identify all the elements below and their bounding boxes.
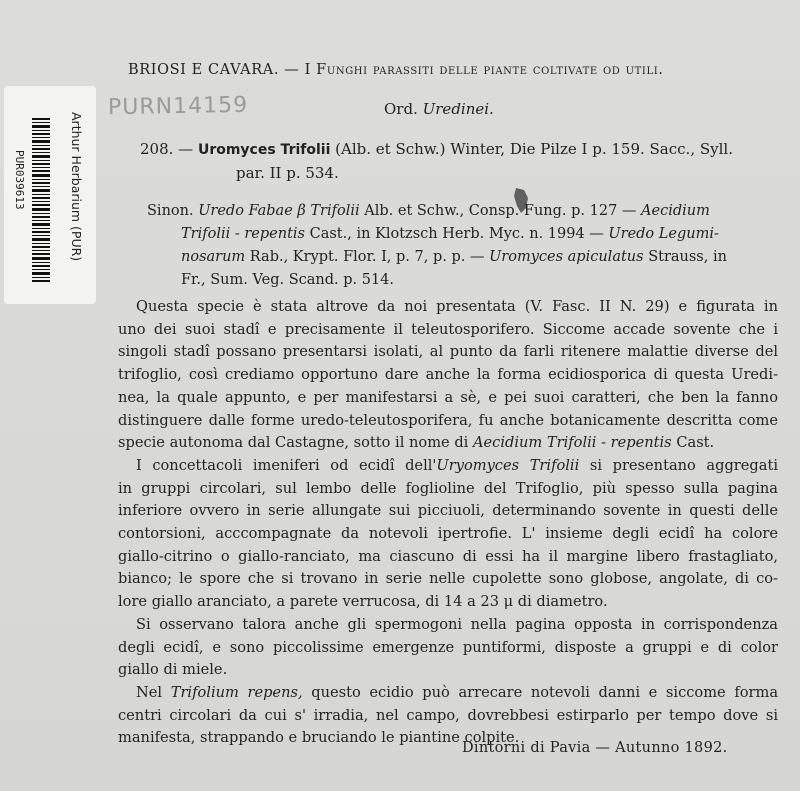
body-line: giallo-citrino o giallo-ranciato, ma ciascuno di essi ha il margine libero frastagliato, xyxy=(118,547,778,565)
order-name: Uredinei. xyxy=(422,100,494,118)
body-line: Si osservano talora anche gli spermogoni nella pagina opposta in corrispondenza xyxy=(136,615,778,633)
header-title: Funghi parassiti delle piante coltivate od utili. xyxy=(316,62,664,78)
body-italic-name: Uryomyces Trifolii xyxy=(436,456,580,474)
synonym-3: nosarum xyxy=(181,249,246,265)
body-line: bianco; le spore che si trovano in serie nelle cupolette sono globose, angolate, di co- xyxy=(118,570,778,588)
entry-number: 208. — xyxy=(140,140,194,158)
body-line xyxy=(118,432,778,455)
synonym-4: Uromyces apiculatus xyxy=(489,249,644,265)
synonym-1: Uredo Fabae β Trifolii xyxy=(198,203,360,219)
synonyms-prefix: Sinon. xyxy=(147,203,194,219)
body-text-fragment: Nel xyxy=(136,683,163,701)
body-text-fragment: specie autonoma dal Castagne, sotto il nome di xyxy=(118,434,469,452)
body-italic-name: Aecidium Trifolii - repentis xyxy=(472,434,672,452)
synonym-2-citation: Cast., in Klotzsch Herb. Myc. n. 1994 — xyxy=(309,226,604,242)
herbarium-name: Arthur Herbarium (PUR) xyxy=(69,112,84,262)
synonym-2: Trifolii - repentis xyxy=(181,226,305,242)
body-line: Questa specie è stata altrove da noi presentata (V. Fasc. II N. 29) e figurata in xyxy=(136,298,778,315)
body-line: distinguere dalle forme uredo-teleutosporifera, fu anche botanicamente descritta come xyxy=(118,411,778,429)
synonym-2-start: Aecidium xyxy=(641,203,710,219)
body-line: degli ecidî, e sono piccolissime emergenze puntiformi, disposte a gruppi e di color xyxy=(118,638,778,656)
synonym-4-citation-end: Fr., Sum. Veg. Scand. p. 514. xyxy=(181,272,395,288)
header-dash: — xyxy=(284,62,300,78)
body-line: uno dei suoi stadî e precisamente il teleutosporifero. Siccome accade sovente che i xyxy=(118,320,778,338)
barcode-label xyxy=(4,86,96,304)
locality-date: Dintorni di Pavia — Autunno 1892. xyxy=(462,740,728,756)
body-line xyxy=(118,682,778,705)
body-line xyxy=(118,455,778,478)
body-line: singoli stadî possano presentarsi isolati, al punto da farli ritenere malattie diverse del xyxy=(118,343,778,361)
species-entry xyxy=(140,138,780,185)
description-body xyxy=(118,296,778,750)
body-text-fragment: Cast. xyxy=(676,434,715,452)
species-authority: (Alb. et Schw.) Winter, Die Pilze I p. 159. Sacc., Syll. xyxy=(335,140,733,158)
header-title-first: I xyxy=(304,62,311,78)
body-line: manifesta, strappando e bruciando le piantine colpite. xyxy=(118,729,520,747)
header-authors: BRIOSI E CAVARA. xyxy=(128,62,280,78)
order-prefix: Ord. xyxy=(384,100,418,118)
body-line: centri circolari da cui s' irradia, nel campo, dovrebbesi estirparlo per tempo dove si xyxy=(118,706,778,724)
body-line: nea, la quale appunto, e per manifestarsi a sè, e pei suoi caratteri, che ben la fanno xyxy=(118,388,778,406)
synonym-4-citation: Strauss, in xyxy=(648,249,727,265)
synonym-1-citation: Alb. et Schw., Consp. Fung. p. 127 — xyxy=(364,203,637,219)
page-header xyxy=(128,62,768,78)
synonym-3-start: Uredo Legumi- xyxy=(608,226,719,242)
synonym-3-citation: Rab., Krypt. Flor. I, p. 7, p. p. — xyxy=(249,249,485,265)
barcode-graphic xyxy=(32,116,50,286)
body-italic-name: Trifolium repens, xyxy=(170,683,303,701)
body-line: trifoglio, così crediamo opportuno dare anche la forma ecidiosporica di questa Uredi- xyxy=(118,366,778,384)
body-line: inferiore ovvero in serie allungate sui picciuoli, determinando sovente in questi delle xyxy=(118,502,778,520)
order-heading xyxy=(384,100,494,118)
body-text-fragment: si presentano aggregati xyxy=(589,456,778,474)
body-text-fragment: questo ecidio può arrecare notevoli danni e siccome forma xyxy=(311,683,779,701)
body-line: lore giallo aranciato, a parete verrucosa, di 14 a 23 μ di diametro. xyxy=(118,593,608,611)
species-citation: par. II p. 534. xyxy=(236,164,339,182)
specimen-code: PUR039613 xyxy=(13,150,26,210)
body-line: in gruppi circolari, sul lembo delle foglioline del Trifoglio, più spesso sulla pagina xyxy=(118,479,778,497)
body-text-fragment: I concettacoli imeniferi od ecidî dell' xyxy=(136,456,437,474)
species-name: Uromyces Trifolii xyxy=(197,142,331,158)
synonyms-block xyxy=(147,200,781,292)
body-line: contorsioni, acccompagnate da notevoli ipertrofie. L' insieme degli ecidî ha colore xyxy=(118,525,778,543)
body-line: giallo di miele. xyxy=(118,661,228,679)
handwritten-accession: PURN14159 xyxy=(107,92,249,121)
